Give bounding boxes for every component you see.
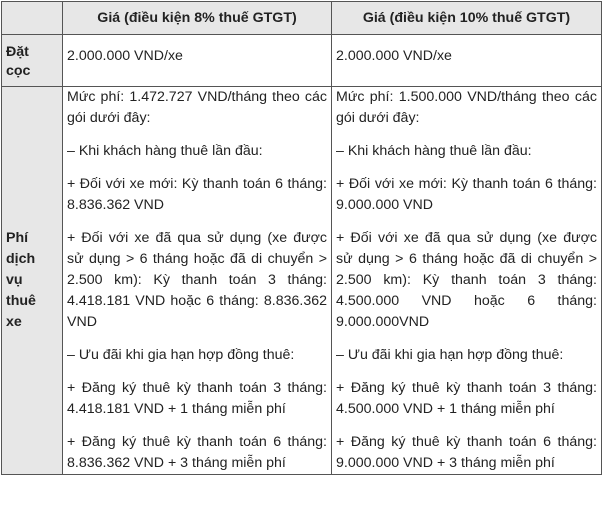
rental-10pct-first-rental-heading: – Khi khách hàng thuê lần đầu:	[336, 143, 532, 159]
rental-fee-10pct-cell	[332, 87, 602, 475]
deposit-10pct-value: 2.000.000 VND/xe	[332, 35, 602, 87]
header-corner	[2, 2, 63, 35]
deposit-label-line2: cọc	[6, 63, 31, 79]
rental-8pct-renewal-3m: + Đăng ký thuê kỳ thanh toán 3 tháng: 4.418.181 VND + 1 tháng miễn phí	[67, 380, 327, 417]
rental-10pct-renewal-3m: + Đăng ký thuê kỳ thanh toán 3 tháng: 4.500.000 VND + 1 tháng miễn phí	[336, 380, 597, 417]
rental-label-line: xe	[6, 314, 22, 330]
header-row	[2, 2, 602, 35]
rental-10pct-new-car: + Đối với xe mới: Kỳ thanh toán 6 tháng: 9.000.000 VND	[336, 176, 597, 213]
rental-10pct-used-car: + Đối với xe đã qua sử dụng (xe được sử dụng > 6 tháng hoặc đã di chuyển > 2.500 km): Kỳ thanh toán 3 tháng: 4.500.000 VND hoặc 6 tháng: 9.000.000VND	[336, 230, 597, 330]
rental-fee-row	[2, 87, 602, 475]
deposit-row-label	[2, 35, 63, 87]
pricing-table	[1, 1, 602, 475]
deposit-8pct-value: 2.000.000 VND/xe	[63, 35, 332, 87]
deposit-row	[2, 35, 602, 87]
rental-fee-8pct-cell	[63, 87, 332, 475]
rental-label-line: vụ	[6, 272, 23, 288]
rental-8pct-fee-line: Mức phí: 1.472.727 VND/tháng theo các gói dưới đây:	[67, 89, 327, 126]
rental-label-line: dịch	[6, 251, 36, 267]
rental-8pct-first-rental-heading: – Khi khách hàng thuê lần đầu:	[67, 143, 263, 159]
rental-8pct-renewal-heading: – Ưu đãi khi gia hạn hợp đồng thuê:	[67, 347, 295, 363]
rental-label-line: Phí	[6, 230, 29, 246]
rental-label-line: thuê	[6, 293, 36, 309]
header-price-8pct-vat: Giá (điều kiện 8% thuế GTGT)	[63, 2, 332, 35]
rental-10pct-fee-line: Mức phí: 1.500.000 VND/tháng theo các gói dưới đây:	[336, 89, 597, 126]
rental-8pct-used-car: + Đối với xe đã qua sử dụng (xe được sử dụng > 6 tháng hoặc đã di chuyển > 2.500 km): Kỳ thanh toán 3 tháng: 4.418.181 VND hoặc 6 tháng: 8.836.362 VND	[67, 230, 327, 330]
header-price-10pct-vat: Giá (điều kiện 10% thuế GTGT)	[332, 2, 602, 35]
rental-10pct-renewal-heading: – Ưu đãi khi gia hạn hợp đồng thuê:	[336, 347, 564, 363]
deposit-label-line1: Đặt	[6, 44, 29, 60]
rental-8pct-renewal-6m: + Đăng ký thuê kỳ thanh toán 6 tháng: 8.836.362 VND + 3 tháng miễn phí	[67, 434, 327, 471]
rental-fee-row-label	[2, 87, 63, 475]
rental-8pct-new-car: + Đối với xe mới: Kỳ thanh toán 6 tháng: 8.836.362 VND	[67, 176, 327, 213]
rental-10pct-renewal-6m: + Đăng ký thuê kỳ thanh toán 6 tháng: 9.000.000 VND + 3 tháng miễn phí	[336, 434, 597, 471]
